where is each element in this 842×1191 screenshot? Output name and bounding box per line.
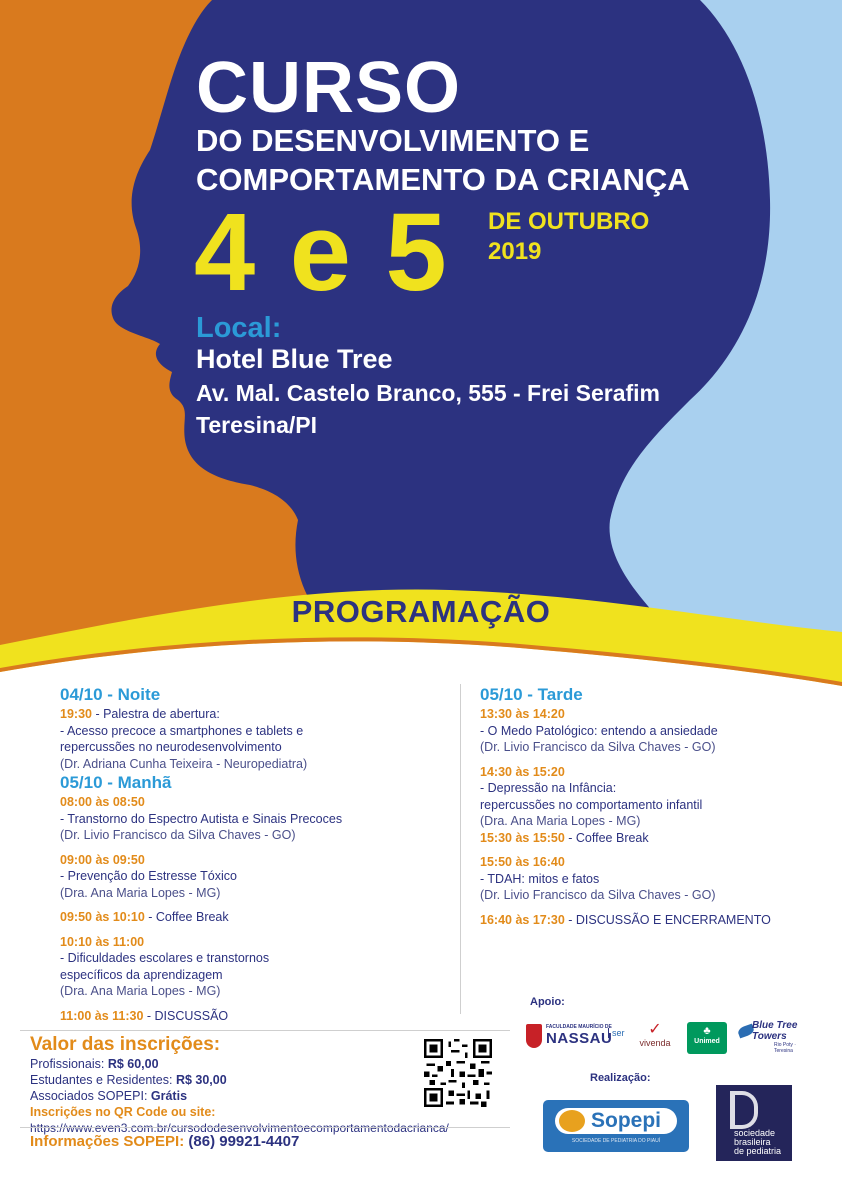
signup-url[interactable]: https://www.even3.com.br/cursododesenvolvimentoecomportamentodacrianca/ [30,1121,449,1135]
schedule-item [60,1008,450,1025]
item-time: 16:40 às 17:30 [480,912,565,927]
vivenda-logo: ✓ vivenda [632,1022,678,1056]
event-month: DE OUTUBRO [488,208,650,235]
programacao-heading: PROGRAMAÇÃO [291,594,551,629]
event-days: 4 e 5 [194,191,449,314]
item-time: 09:50 às 10:10 [60,910,145,924]
item-description: - Dificuldades escolares e transtornos [60,951,270,965]
venue-city: Teresina/PI [196,412,318,438]
schedule-item [480,912,810,929]
day-heading-0510-morning: 05/10 - Manhã [60,773,172,792]
item-title: - Prevenção do Estresse Tóxico [60,869,237,883]
item-time: 19:30 [60,707,92,721]
contact-label: Informações SOPEPI: [30,1133,185,1150]
unimed-logo: ♣ Unimed [687,1022,727,1054]
schedule-right-column [480,684,810,928]
blue-tree-logo: Blue Tree Towers Rio Poty · Teresina [738,1020,812,1050]
item-speaker: (Dra. Ana Maria Lopes - MG) [60,885,221,900]
item-speaker: (Dr. Livio Francisco da Silva Chaves - GO) [60,828,296,842]
contact-phone: (86) 99921-4407 [184,1133,300,1150]
fee-row-professionals: Profissionais: R$ 60,00 [30,1057,159,1071]
apoio-label: Apoio: [530,996,565,1008]
nassau-logo: FACULDADE MAURÍCIO DE NASSAU ser [526,1022,622,1052]
item-speaker: (Dr. Livio Francisco da Silva Chaves - GO) [480,740,716,754]
realizacao-label: Realização: [590,1072,651,1084]
p-mark-icon [730,1091,758,1129]
fee-value: Grátis [150,1089,188,1103]
item-speaker: (Dra. Ana Maria Lopes - MG) [60,984,221,998]
url-divider [20,1127,510,1128]
item-time: 08:00 às 08:50 [60,795,145,809]
shield-icon [526,1024,542,1048]
unimed-tree-icon: ♣ [703,1025,711,1037]
venue-address: Av. Mal. Castelo Branco, 555 - Frei Serafim [196,380,660,406]
item-title: - TDAH: mitos e fatos [480,871,600,886]
local-label: Local: [196,312,282,344]
fee-divider [20,1030,510,1031]
fee-value: R$ 60,00 [107,1057,159,1071]
fees-heading: Valor das inscrições: [30,1034,221,1055]
item-title: - Transtorno do Espectro Autista e Sinais Precoces [60,811,343,826]
course-title: CURSO [196,48,462,128]
fee-value: R$ 30,00 [175,1073,227,1087]
item-description: repercussões no neurodesenvolvimento [60,740,282,754]
item-speaker: (Dra. Ana Maria Lopes - MG) [480,814,641,828]
signup-instructions: Inscrições no QR Code ou site: [30,1105,216,1119]
item-time: 09:00 às 09:50 [60,852,145,867]
child-face-icon [559,1110,585,1132]
schedule-item [480,830,810,847]
item-description: específicos da aprendizagem [60,967,223,982]
item-time: 13:30 às 14:20 [480,707,565,721]
item-title: - DISCUSSÃO [143,1008,229,1023]
item-speaker: (Dr. Livio Francisco da Silva Chaves - GO) [480,888,716,902]
item-title: - O Medo Patológico: entendo a ansiedade [480,723,718,738]
venue-name: Hotel Blue Tree [196,344,393,374]
schedule-item [60,706,450,723]
course-subtitle-line-1: DO DESENVOLVIMENTO E [196,123,590,158]
contact-info [30,1133,299,1150]
day-heading-0410-night: 04/10 - Noite [60,685,161,704]
item-speaker: (Dr. Adriana Cunha Teixeira - Neuropediatra) [60,756,308,771]
day-heading-0510-afternoon: 05/10 - Tarde [480,685,583,704]
schedule-item [60,909,450,926]
item-time: 14:30 às 15:20 [480,764,565,779]
item-title: - Coffee Break [564,830,649,845]
item-description: repercussões no comportamento infantil [480,797,703,812]
item-time: 11:00 às 11:30 [60,1008,144,1023]
sbp-logo: sociedade brasileira de pediatria [716,1085,792,1161]
item-time: 15:50 às 16:40 [480,855,565,869]
item-time: 10:10 às 11:00 [60,934,145,949]
course-subtitle-line-2: COMPORTAMENTO DA CRIANÇA [196,162,690,197]
event-year: 2019 [488,238,542,265]
item-title: - DISCUSSÃO E ENCERRAMENTO [564,912,771,927]
fee-row-associates: Associados SOPEPI: Grátis [30,1089,188,1103]
item-title: - Palestra de abertura: [91,707,220,721]
item-description: - Acesso precoce a smartphones e tablets e [60,723,304,738]
schedule-left-column [60,684,450,1024]
item-description: - Depressão na Infância: [480,781,617,795]
item-title: - Coffee Break [144,910,229,924]
v-mark-icon: ✓ [648,1021,662,1038]
sopepi-logo: Sopepi SOCIEDADE DE PEDIATRIA DO PIAUÍ [543,1100,689,1152]
item-time: 15:30 às 15:50 [480,830,565,845]
column-divider [460,684,461,1014]
fee-row-students: Estudantes e Residentes: R$ 30,00 [30,1073,227,1087]
qr-code-icon[interactable] [424,1039,492,1107]
